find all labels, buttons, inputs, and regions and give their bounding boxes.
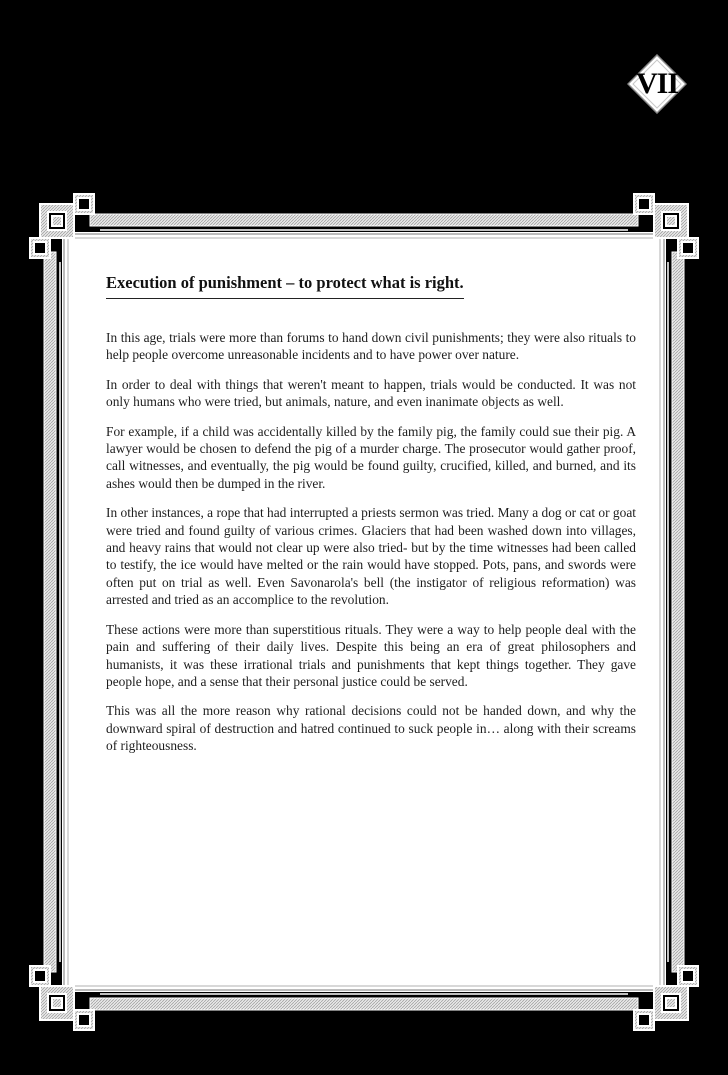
- article: [106, 272, 636, 767]
- paragraph-2: In order to deal with things that weren't meant to happen, trials would be conducted. It was not only humans who were tried, but animals, nature, and even inanimate objects as well.: [106, 376, 636, 410]
- paragraph-6: This was all the more reason why rational decisions could not be handed down, and why the downward spiral of destruction and hatred continued to suck people in… along with their screams of righteousness.: [106, 703, 636, 754]
- article-heading: Execution of punishment – to protect what is right.: [106, 272, 464, 299]
- paragraph-1: In this age, trials were more than forums to hand down civil punishments; they were also rituals to help people overcome unreasonable incidents and to have power over nature.: [106, 330, 636, 363]
- chapter-badge: [627, 54, 687, 114]
- article-body: [106, 329, 636, 755]
- paragraph-4: In other instances, a rope that had interrupted a priests sermon was tried. Many a dog or cat or goat were tried and found guilty of various crimes. Glaciers that had been washed down into villages, and heavy rains that would not clear up were also tried- but by the time witnesses had been called to testify, the ice would have melted or the rain would have stopped. Pots, pans, and swords were often put on trial as well. Even Savonarola's bell (the instigator of religious reformation) was arrested and tried as an accomplice to the revolution.: [106, 505, 636, 608]
- chapter-numeral: VII: [635, 67, 678, 100]
- paragraph-3: For example, if a child was accidentally killed by the family pig, the family could sue their pig. A lawyer would be chosen to defend the pig of a murder charge. The prosecutor would gather proof, call witnesses, and eventually, the pig would be found guilty, crucified, killed, and burned, and its ashes would then be dumped in the river.: [106, 423, 636, 491]
- paragraph-5: These actions were more than superstitious rituals. They were a way to help people deal with the pain and suffering of their daily lives. Despite this being an era of great philosophers and humanists, it was these irrational trials and punishments that kept things together. They gave people hope, and a sense that their personal justice could be served.: [106, 621, 636, 689]
